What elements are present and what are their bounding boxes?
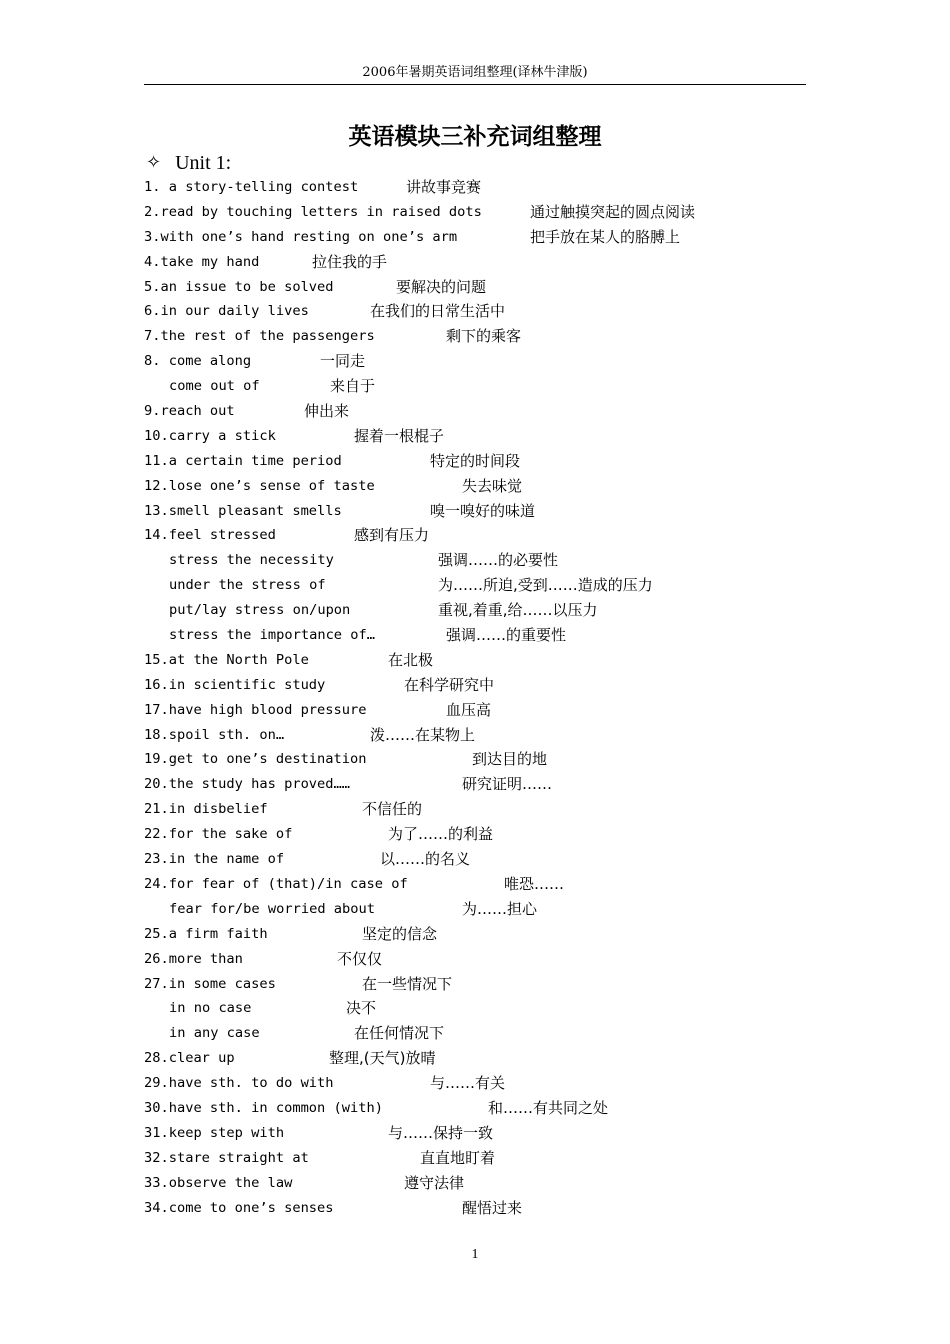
- list-item: [144, 996, 864, 1021]
- phrase-chinese: 嗅一嗅好的味道: [430, 501, 536, 520]
- phrase-chinese: 到达目的地: [472, 750, 548, 769]
- phrase-chinese: 遵守法律: [404, 1173, 465, 1192]
- phrase-english: 29.have sth. to do with: [144, 1075, 334, 1092]
- phrase-chinese: 拉住我的手: [312, 252, 388, 271]
- phrase-chinese: 重视,着重,给……以压力: [438, 601, 598, 620]
- list-item: [144, 499, 864, 524]
- list-item: [144, 598, 864, 623]
- phrase-chinese: 坚定的信念: [362, 924, 438, 943]
- phrase-english: 10.carry a stick: [144, 427, 276, 444]
- list-item: [144, 175, 864, 200]
- phrase-chinese: 与……有关: [430, 1074, 506, 1093]
- list-item: [144, 324, 864, 349]
- list-item: [144, 698, 864, 723]
- phrase-chinese: 失去味觉: [462, 476, 523, 495]
- list-item: [144, 648, 864, 673]
- phrase-chinese: 在科学研究中: [404, 675, 495, 694]
- phrase-chinese: 醒悟过来: [462, 1198, 523, 1217]
- list-item: [144, 797, 864, 822]
- phrase-chinese: 讲故事竞赛: [406, 178, 482, 196]
- list-item: [144, 1096, 864, 1121]
- list-item: [144, 200, 864, 225]
- phrase-chinese: 不信任的: [362, 800, 423, 819]
- phrase-english: 34.come to one’s senses: [144, 1199, 334, 1216]
- unit-heading: [146, 150, 231, 176]
- phrase-chinese: 要解决的问题: [396, 277, 487, 296]
- list-item: [144, 972, 864, 997]
- list-item: [144, 1046, 864, 1071]
- phrase-english: 3.with one’s hand resting on one’s arm: [144, 228, 458, 245]
- phrase-english: 18.spoil sth. on…: [144, 726, 285, 743]
- phrase-english: 14.feel stressed: [144, 527, 276, 544]
- phrase-chinese: 整理,(天气)放晴: [329, 1049, 436, 1068]
- list-item: [144, 225, 864, 250]
- phrase-chinese: 感到有压力: [354, 526, 430, 545]
- list-item: [144, 299, 864, 324]
- list-item: [144, 847, 864, 872]
- phrase-english: 6.in our daily lives: [144, 303, 309, 320]
- phrase-english: put/lay stress on/upon: [169, 602, 351, 619]
- list-item: [144, 250, 864, 275]
- phrase-english: 23.in the name of: [144, 851, 285, 868]
- phrase-chinese: 以……的名义: [380, 850, 471, 869]
- list-item: [144, 374, 864, 399]
- phrase-english: 8. come along: [144, 353, 252, 370]
- phrase-english: 22.for the sake of: [144, 826, 293, 843]
- list-item: [144, 399, 864, 424]
- phrase-chinese: 强调……的重要性: [446, 626, 567, 645]
- phrase-chinese: 来自于: [330, 377, 376, 396]
- phrase-english: come out of: [169, 378, 260, 395]
- list-item: [144, 673, 864, 698]
- phrase-chinese: 在任何情况下: [354, 1024, 445, 1043]
- phrase-english: in any case: [169, 1025, 260, 1042]
- list-item: [144, 1021, 864, 1046]
- list-item: [144, 548, 864, 573]
- phrase-chinese: 为……所迫,受到……造成的压力: [438, 576, 653, 595]
- phrase-chinese: 研究证明……: [462, 775, 553, 794]
- page-number: 1: [471, 1247, 479, 1262]
- phrase-english: 26.more than: [144, 950, 243, 967]
- phrase-english: in no case: [169, 1000, 252, 1017]
- phrase-english: 11.a certain time period: [144, 452, 342, 469]
- phrase-chinese: 和……有共同之处: [488, 1098, 609, 1117]
- phrase-chinese: 泼……在某物上: [370, 725, 476, 744]
- phrase-english: 16.in scientific study: [144, 676, 326, 693]
- phrase-english: 32.stare straight at: [144, 1149, 309, 1166]
- list-item: [144, 275, 864, 300]
- phrase-english: 12.lose one’s sense of taste: [144, 477, 375, 494]
- phrase-english: 27.in some cases: [144, 975, 276, 992]
- phrase-english: 5.an issue to be solved: [144, 278, 334, 295]
- list-item: [144, 523, 864, 548]
- list-item: [144, 474, 864, 499]
- phrase-english: 20.the study has proved……: [144, 776, 351, 793]
- list-item: [144, 723, 864, 748]
- phrase-chinese: 伸出来: [304, 402, 350, 421]
- list-item: [144, 623, 864, 648]
- phrase-english: stress the importance of…: [169, 627, 376, 644]
- phrase-english: 24.for fear of (that)/in case of: [144, 875, 408, 892]
- phrase-chinese: 决不: [346, 999, 377, 1018]
- phrase-english: 1. a story-telling contest: [144, 179, 359, 195]
- phrase-english: 30.have sth. in common (with): [144, 1099, 383, 1116]
- phrase-english: 15.at the North Pole: [144, 651, 309, 668]
- phrase-chinese: 不仅仅: [337, 949, 383, 968]
- phrase-english: 4.take my hand: [144, 253, 260, 270]
- list-item: [144, 1121, 864, 1146]
- phrase-english: 13.smell pleasant smells: [144, 502, 342, 519]
- list-item: [144, 1171, 864, 1196]
- phrase-chinese: 在一些情况下: [362, 974, 453, 993]
- phrase-english: 21.in disbelief: [144, 801, 268, 818]
- list-item: [144, 349, 864, 374]
- phrase-chinese: 唯恐……: [504, 874, 565, 893]
- phrase-english: under the stress of: [169, 577, 326, 594]
- phrase-english: 19.get to one’s destination: [144, 751, 367, 768]
- phrase-list: [144, 175, 864, 1220]
- phrase-chinese: 在北极: [388, 650, 434, 669]
- unit-heading-label: Unit 1:: [175, 152, 232, 174]
- list-item: [144, 424, 864, 449]
- phrase-chinese: 把手放在某人的胳膊上: [530, 227, 681, 246]
- phrase-english: 9.reach out: [144, 403, 235, 420]
- phrase-english: 31.keep step with: [144, 1124, 285, 1141]
- phrase-chinese: 通过触摸突起的圆点阅读: [530, 202, 696, 221]
- list-item: [144, 872, 864, 897]
- running-header: 2006年暑期英语词组整理(译林牛津版): [362, 65, 588, 80]
- document-title: 英语模块三补充词组整理: [348, 123, 602, 150]
- phrase-chinese: 在我们的日常生活中: [370, 302, 506, 321]
- list-item: [144, 1146, 864, 1171]
- phrase-english: 25.a firm faith: [144, 925, 268, 942]
- phrase-english: 17.have high blood pressure: [144, 701, 367, 718]
- list-item: [144, 897, 864, 922]
- list-item: [144, 449, 864, 474]
- list-item: [144, 1196, 864, 1221]
- phrase-english: fear for/be worried about: [169, 900, 376, 917]
- phrase-english: 7.the rest of the passengers: [144, 328, 375, 345]
- phrase-chinese: 血压高: [446, 700, 492, 719]
- phrase-chinese: 剩下的乘客: [446, 327, 522, 346]
- phrase-english: 2.read by touching letters in raised dots: [144, 203, 482, 220]
- phrase-chinese: 直直地盯着: [420, 1148, 496, 1167]
- list-item: [144, 772, 864, 797]
- list-item: [144, 947, 864, 972]
- list-item: [144, 573, 864, 598]
- list-item: [144, 922, 864, 947]
- four-pointed-star-icon: ✧: [146, 152, 162, 173]
- phrase-chinese: 与……保持一致: [388, 1123, 494, 1142]
- phrase-chinese: 为……担心: [462, 899, 538, 918]
- phrase-chinese: 一同走: [320, 352, 366, 371]
- list-item: [144, 1071, 864, 1096]
- phrase-chinese: 特定的时间段: [430, 451, 521, 470]
- list-item: [144, 822, 864, 847]
- phrase-chinese: 为了……的利益: [388, 825, 494, 844]
- header-rule: [144, 84, 806, 85]
- phrase-english: 28.clear up: [144, 1050, 235, 1067]
- list-item: [144, 747, 864, 772]
- phrase-chinese: 握着一根棍子: [354, 426, 445, 445]
- phrase-chinese: 强调……的必要性: [438, 551, 559, 570]
- phrase-english: 33.observe the law: [144, 1174, 293, 1191]
- phrase-english: stress the necessity: [169, 552, 334, 569]
